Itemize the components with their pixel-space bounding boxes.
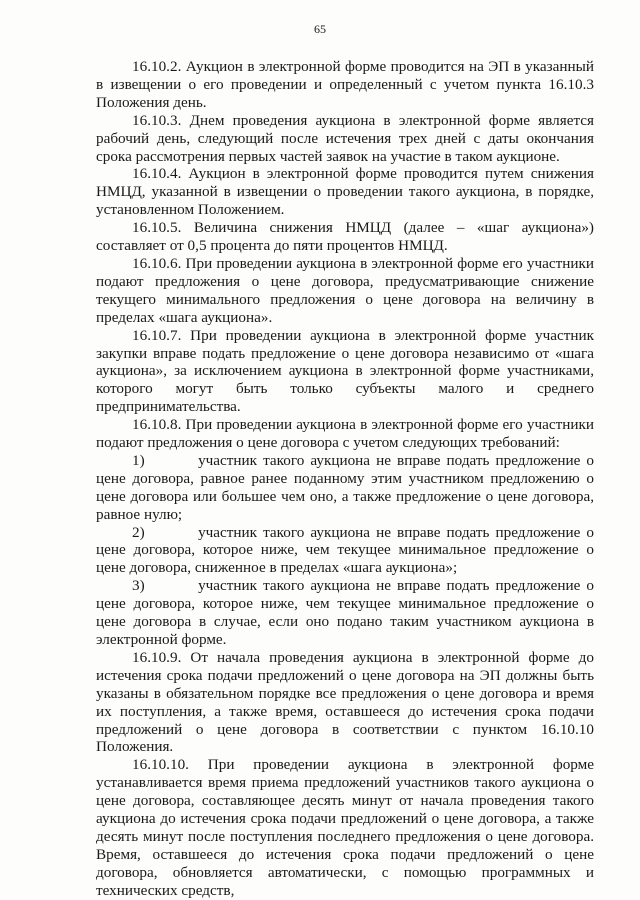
paragraph-16-10-4: 16.10.4. Аукцион в электронной форме проводится путем снижения НМЦД, указанной в извещении о проведении такого аукциона, в порядке, установленном Положением. <box>96 165 594 219</box>
list-item-number: 1) <box>132 451 145 469</box>
paragraph-16-10-6: 16.10.6. При проведении аукциона в электронной форме его участники подают предложения о цене договора, предусматривающие снижение текущего минимального предложения о цене договора на величину в пределах «шага аукциона». <box>96 254 594 326</box>
list-item-text: участник такого аукциона не вправе подать предложение о цене договора, равное ранее поданному этим участником предложению о цене договора или большее чем оно, а также предложение о цене договора, равное нулю; <box>96 451 594 523</box>
paragraph-16-10-5: 16.10.5. Величина снижения НМЦД (далее – «шаг аукциона») составляет от 0,5 процента до пяти процентов НМЦД. <box>96 219 594 255</box>
list-item-number: 3) <box>132 577 145 595</box>
paragraph-16-10-2: 16.10.2. Аукцион в электронной форме проводится на ЭП в указанный в извещении о его проведении и определенный с учетом пункта 16.10.3 Положения день. <box>96 58 594 111</box>
paragraph-16-10-9: 16.10.9. От начала проведения аукциона в электронной форме до истечения срока подачи предложений о цене договора на ЭП должны быть указаны в обязательном порядке все предложения о цене договора и время их поступления, а также время, оставшееся до истечения срока подачи предложений о цене договора в соответствии с пунктом 16.10.10 Положения. <box>96 648 594 756</box>
list-item <box>96 452 594 524</box>
paragraph-16-10-10: 16.10.10. При проведении аукциона в электронной форме устанавливается время приема предложений участников такого аукциона о цене договора, составляющее десять минут от начала проведения такого аукциона до истечения срока подачи предложений о цене договора, а также десять минут после поступления последнего предложения о цене договора. Время, оставшееся до истечения срока подачи предложений о цене договора, обновляется автоматически, с помощью программных и технических средств, <box>96 756 594 899</box>
page-number: 65 <box>314 22 326 36</box>
paragraph-16-10-7: 16.10.7. При проведении аукциона в электронной форме участник закупки вправе подать предложение о цене договора независимо от «шага аукциона», за исключением аукциона в электронной форме участниками, которого могут быть только субъекты малого и среднего предпринимательства. <box>96 326 594 416</box>
paragraph-16-10-8: 16.10.8. При проведении аукциона в электронной форме его участники подают предложения о цене договора с учетом следующих требований: <box>96 416 594 452</box>
list-item <box>96 577 594 649</box>
list-item-text: участник такого аукциона не вправе подать предложение о цене договора, которое ниже, чем текущее минимальное предложение о цене договора в случае, если оно подано таким участником аукциона в электронной форме. <box>96 577 594 648</box>
list-item-number: 2) <box>132 523 145 541</box>
list-item-text: участник такого аукциона не вправе подать предложение о цене договора, которое ниже, чем текущее минимальное предложение о цене договора, сниженное в пределах «шага аукциона»; <box>96 523 594 577</box>
paragraph-16-10-3: 16.10.3. Днем проведения аукциона в электронной форме является рабочий день, следующий после истечения трех дней с даты окончания срока рассмотрения первых частей заявок на участие в таком аукционе. <box>96 111 594 165</box>
list-item <box>96 524 594 578</box>
document-body <box>96 58 594 900</box>
